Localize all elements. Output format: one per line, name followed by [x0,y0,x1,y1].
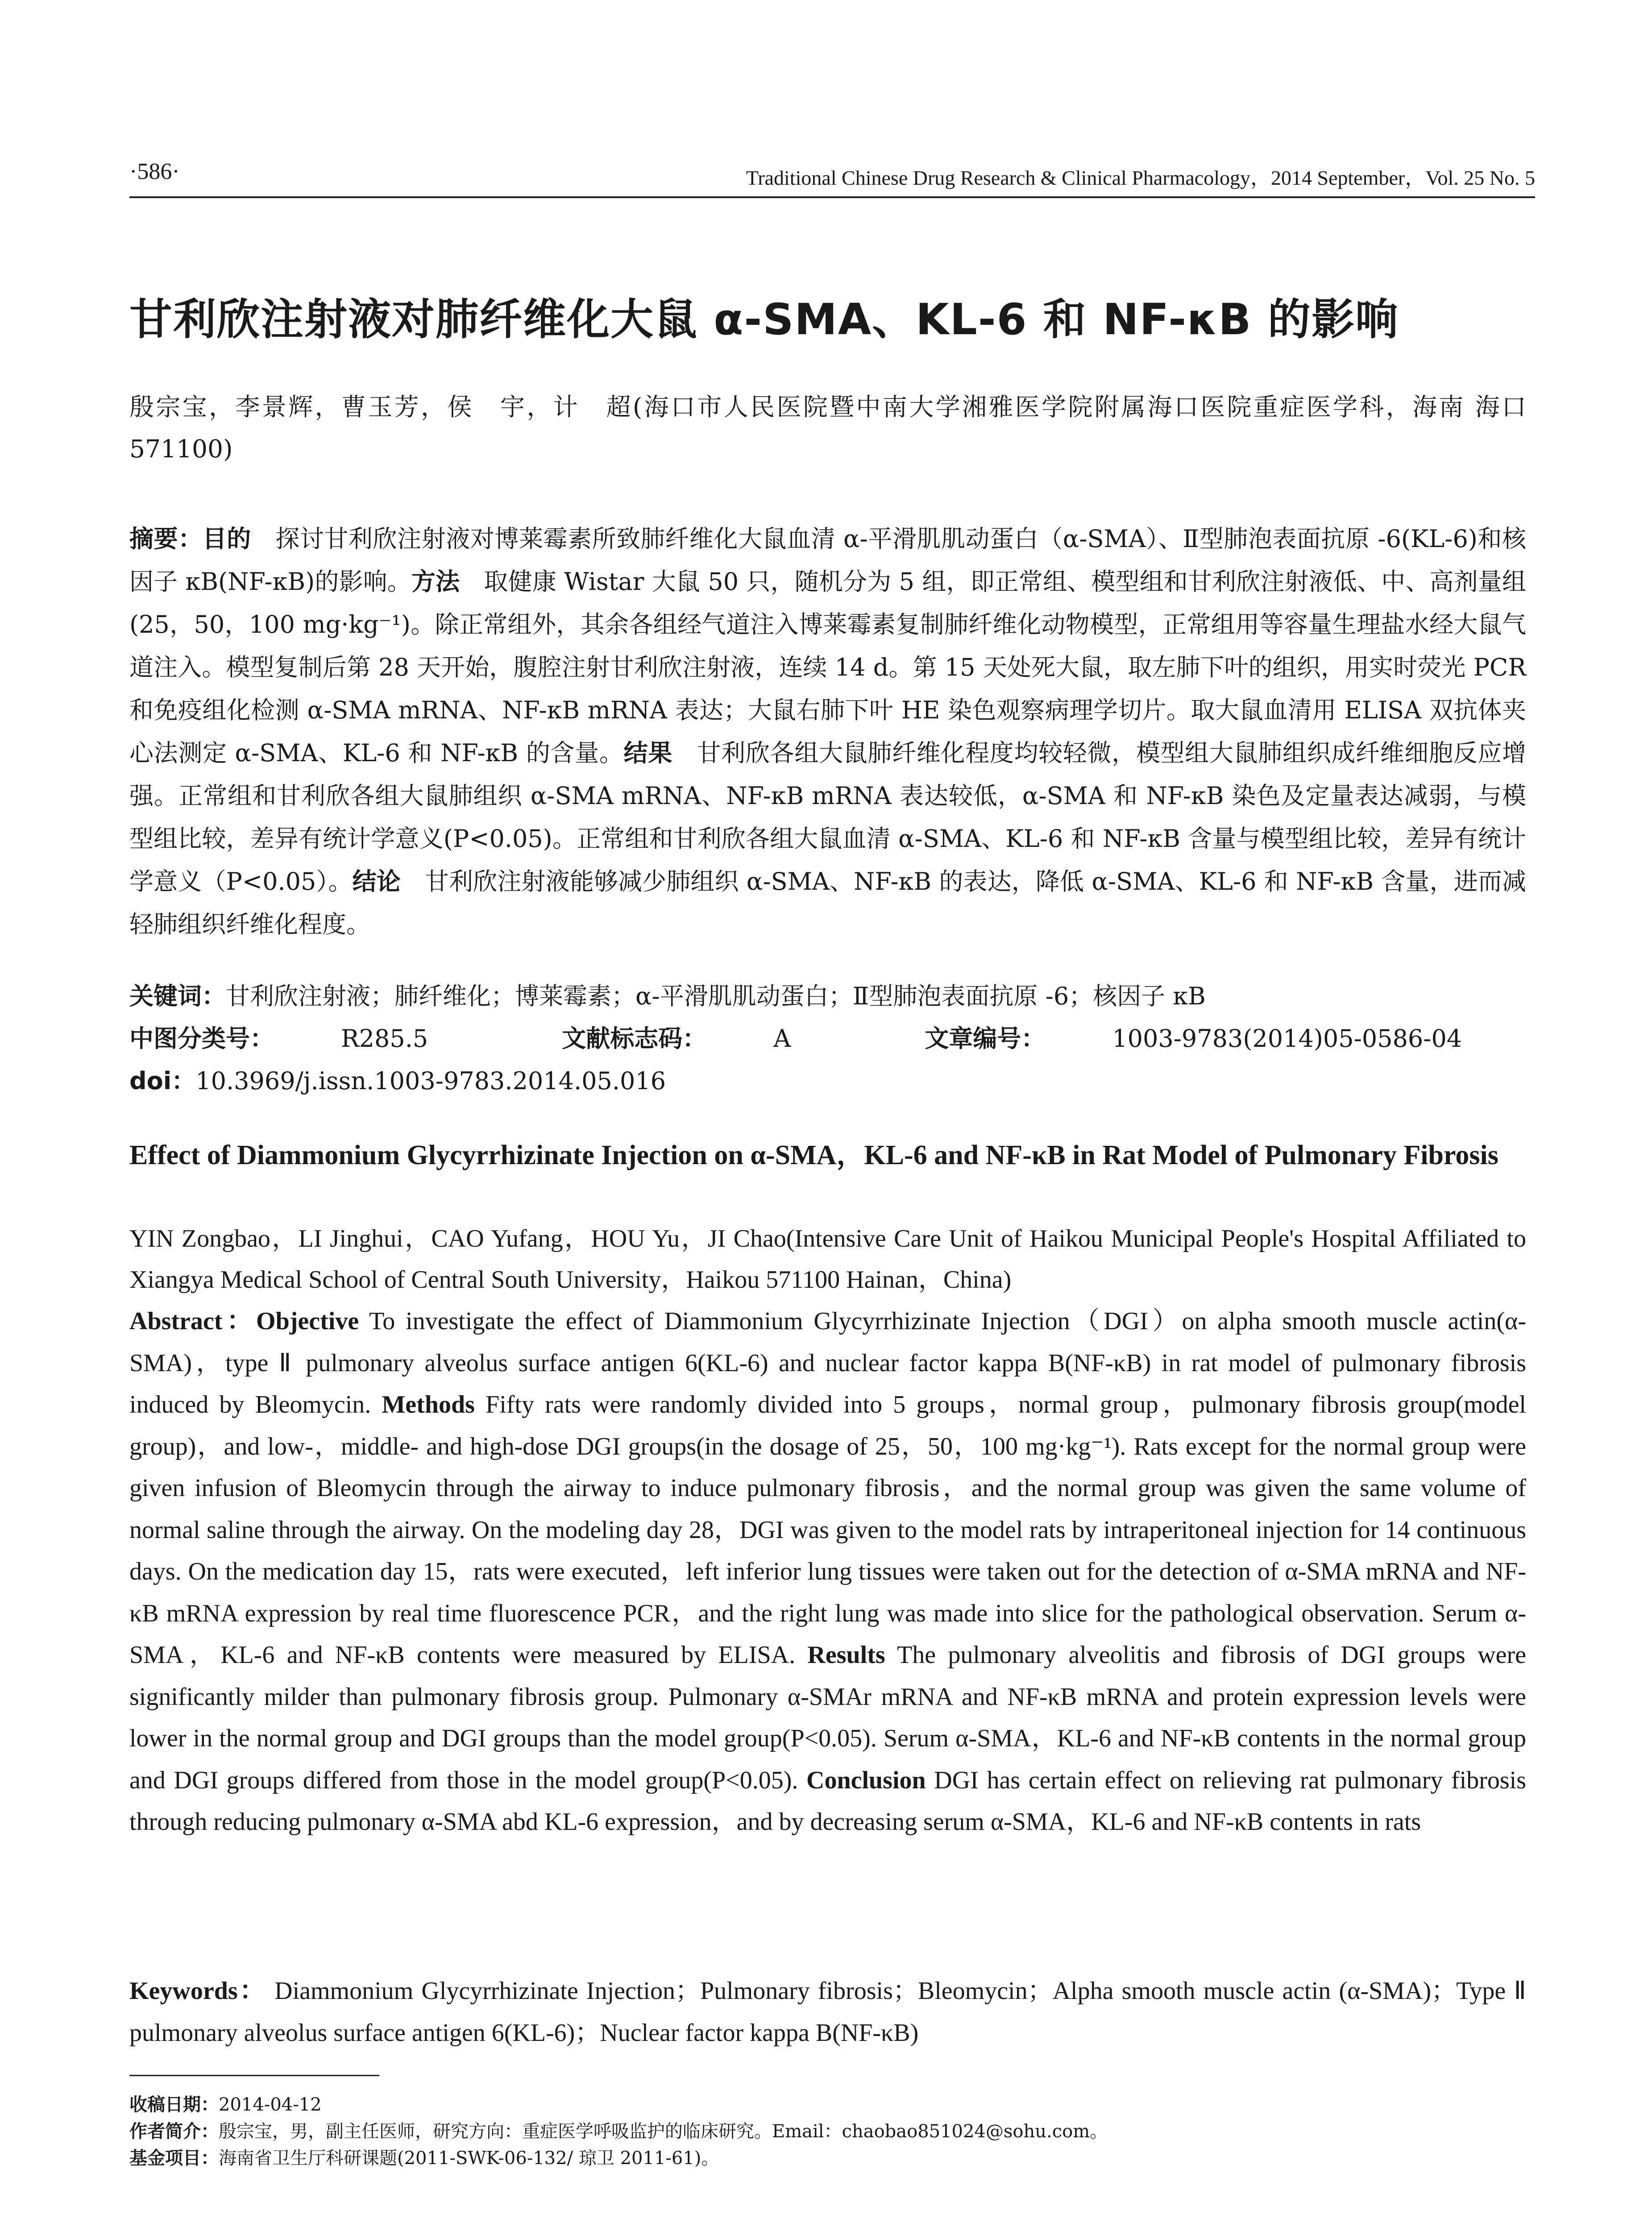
chinese-abstract [129,518,1526,946]
keywords-text-en: Diammonium Glycyrrhizinate Injection；Pulmonary fibrosis；Bleomycin；Alpha smooth muscle actin (α-SMA)；Type Ⅱ pulmonary alveolus surface antigen 6(KL-6)；Nuclear factor kappa B(NF-κB) [129,1977,1526,2047]
methods-text-en: Fifty rats were randomly divided into 5 groups，normal group，pulmonary fibrosis group(model group)，and low-，middle- and high-dose DGI groups(in the dosage of 25，50，100 mg·kg⁻¹). Rats except for the normal group were given infusion of Bleomycin through the airway to induce pulmonary fibrosis，and the normal group was given the same volume of normal saline through the airway. On the modeling day 28，DGI was given to the model rats by intraperitoneal injection for 14 continuous days. On the medication day 15，rats were executed，left inferior lung tissues were taken out for the detection of α-SMA mRNA and NF-κB mRNA expression by real time fluorescence PCR，and the right lung was made into slice for the pathological observation. Serum α-SMA，KL-6 and NF-κB contents were measured by ELISA. [129,1391,1527,1669]
abstract-label-en: Abstract： [129,1307,257,1335]
methods-text: 取健康 Wistar 大鼠 50 只，随机分为 5 组，即正常组、模型组和甘利欣注射液低、中、高剂量组(25，50，100 mg·kg⁻¹)。除正常组外，其余各组经气道注入博莱霉素复制肺纤维化动物模型，正常组用等容量生理盐水经大鼠气道注入。模型复制后第 28 天开始，腹腔注射甘利欣注射液，连续 14 d。第 15 天处死大鼠，取左肺下叶的组织，用实时荧光 PCR 和免疫组化检测 α-SMA mRNA、NF-κB mRNA 表达；大鼠右肺下叶 HE 染色观察病理学切片。取大鼠血清用 ELISA 双抗体夹心法测定 α-SMA、KL-6 和 NF-κB 的含量。 [129,568,1526,767]
doi-label: doi： [129,1067,196,1095]
footnote-author-bio [129,2117,1108,2143]
footnote-rule [129,2075,379,2076]
fund-label: 基金项目： [129,2148,219,2169]
keywords-label-en: Keywords： [129,1977,266,2005]
english-keywords [129,1970,1526,2054]
objective-text: 探讨甘利欣注射液对博莱霉素所致肺纤维化大鼠血清 α-平滑肌肌动蛋白（α-SMA）、Ⅱ型肺泡表面抗原 -6(KL-6)和核因子 κB(NF-κB)的影响。 [129,525,1527,596]
chinese-authors: 殷宗宝，李景辉，曹玉芳，侯 宇，计 超(海口市人民医院暨中南大学湘雅医学院附属海口医院重症医学科，海南 海口 571100) [129,393,1526,463]
footnote-fund [129,2144,719,2169]
page-number: ·586· [129,159,180,184]
clc-value: R285.5 [341,1024,428,1053]
objective-label-en: Objective [256,1307,359,1335]
chinese-keywords [129,977,1206,1012]
fund-text: 海南省卫生厅科研课题(2011-SWK-06-132/ 琼卫 2011-61)。 [219,2148,719,2169]
conclusion-text: 甘利欣注射液能够减少肺组织 α-SMA、NF-κB 的表达，降低 α-SMA、KL-6 和 NF-κB 含量，进而减轻肺组织纤维化程度。 [129,867,1526,938]
doccode-label: 文献标志码： [562,1024,707,1053]
conclusion-text-en: DGI has certain effect on relieving rat pulmonary fibrosis through reducing pulmonary α-SMA abd KL-6 expression，and by decreasing serum α-SMA，KL-6 and NF-κB contents in rats [129,1766,1526,1836]
english-title: Effect of Diammonium Glycyrrhizinate Injection on α-SMA，KL-6 and NF-κB in Rat Model of Pulmonary Fibrosis [129,1140,1498,1170]
received-date: 2014-04-12 [219,2094,322,2115]
results-text-en: The pulmonary alveolitis and fibrosis of DGI groups were significantly milder than pulmonary fibrosis group. Pulmonary α-SMAr mRNA and NF-κB mRNA and protein expression levels were lower in the normal group and DGI groups than the model group(P<0.05). Serum α-SMA，KL-6 and NF-κB contents in the normal group and DGI groups differed from those in the model group(P<0.05). [129,1641,1526,1794]
conclusion-label: 结论 [352,867,401,896]
journal-header: Traditional Chinese Drug Research & Clinical Pharmacology，2014 September，Vol. 25 No. 5 [746,166,1535,189]
clc-label: 中图分类号： [129,1024,274,1053]
bio-label: 作者简介： [129,2121,219,2142]
chinese-title: 甘利欣注射液对肺纤维化大鼠 α-SMA、KL-6 和 NF-κB 的影响 [129,294,1399,344]
received-label: 收稿日期： [129,2094,219,2115]
abstract-label: 摘要： [129,525,203,553]
bio-text: 殷宗宝，男，副主任医师，研究方向：重症医学呼吸监护的临床研究。Email：chaobao851024@sohu.com。 [219,2121,1108,2142]
footnote-received [129,2090,322,2116]
doi-value: 10.3969/j.issn.1003-9783.2014.05.016 [195,1067,666,1095]
methods-label: 方法 [411,568,460,596]
doi-row [129,1062,666,1096]
keywords-text: 甘利欣注射液；肺纤维化；博莱霉素；α-平滑肌肌动蛋白；Ⅱ型肺泡表面抗原 -6；核因子 κB [226,982,1206,1010]
english-abstract [129,1301,1526,1843]
classification-row [129,1020,1596,1054]
results-label-en: Results [807,1641,885,1669]
results-label: 结果 [623,739,672,767]
header-rule [129,196,1535,198]
methods-label-en: Methods [382,1391,475,1418]
article-number-label: 文章编号： [925,1024,1046,1053]
keywords-label: 关键词： [129,982,226,1010]
objective-text-en: To investigate the effect of Diammonium Glycyrrhizinate Injection（DGI）on alpha smooth muscle actin(α-SMA)，type Ⅱ pulmonary alveolus surface antigen 6(KL-6) and nuclear factor kappa B(NF-κB) in rat model of pulmonary fibrosis induced by Bleomycin. [129,1307,1527,1418]
results-text: 甘利欣各组大鼠肺纤维化程度均较轻微，模型组大鼠肺组织成纤维细胞反应增强。正常组和甘利欣各组大鼠肺组织 α-SMA mRNA、NF-κB mRNA 表达较低，α-SMA 和 NF-κB 染色及定量表达减弱，与模型组比较，差异有统计学意义(P<0.05)。正常组和甘利欣各组大鼠血清 α-SMA、KL-6 和 NF-κB 含量与模型组比较，差异有统计学意义（P<0.05）。 [129,739,1526,896]
objective-label: 目的 [202,525,251,553]
conclusion-label-en: Conclusion [806,1766,926,1794]
article-number-value: 1003-9783(2014)05-0586-04 [1112,1024,1462,1053]
english-authors: YIN Zongbao，LI Jinghui，CAO Yufang，HOU Yu，JI Chao(Intensive Care Unit of Haikou Municipal People's Hospital Affiliated to Xiangya Medical School of Central South University，Haikou 571100 Hainan，China) [129,1225,1526,1294]
doccode-value: A [773,1024,791,1053]
